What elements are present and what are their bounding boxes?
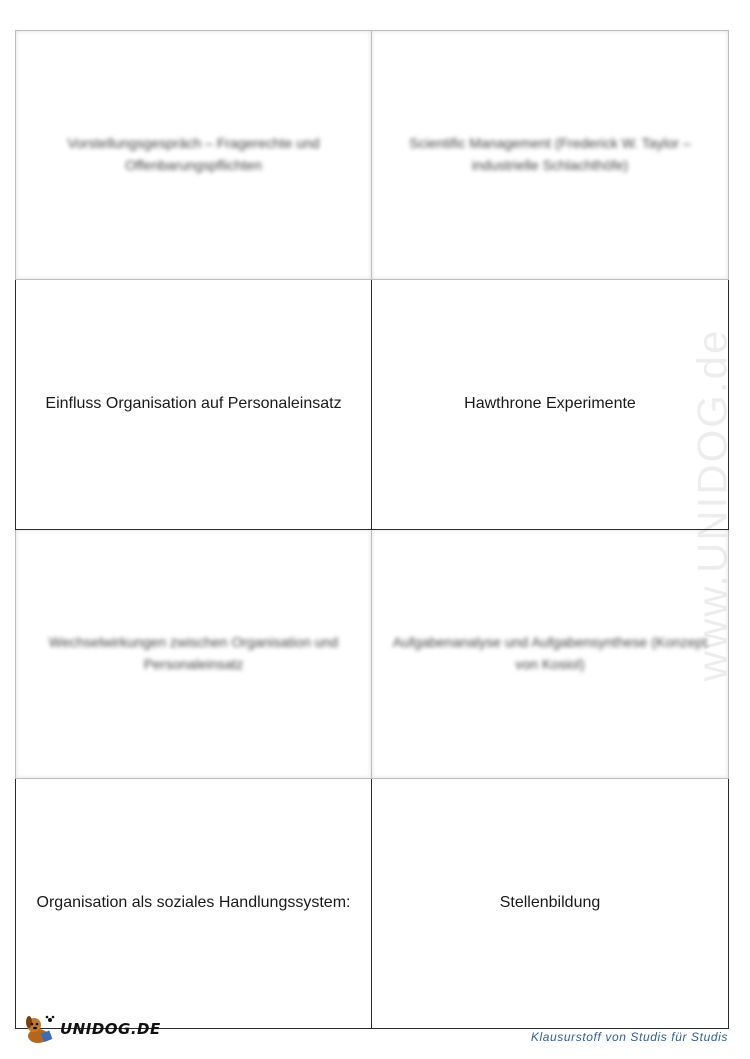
footer-claim: Klausurstoff von Studis für Studis xyxy=(530,1030,728,1044)
flashcard-front xyxy=(372,30,729,280)
logo-text: UNIDOG.DE xyxy=(60,1020,161,1038)
unidog-logo[interactable] xyxy=(22,1012,161,1046)
flashcard-front xyxy=(15,30,372,280)
watermark-text: www.UNIDOG.de xyxy=(688,328,736,682)
flashcard-text: Einfluss Organisation auf Personaleinsatz xyxy=(45,394,342,412)
flashcard-front xyxy=(15,779,372,1029)
flashcard-front xyxy=(372,530,729,780)
dog-mascot-icon xyxy=(22,1012,56,1046)
flashcard-text: Aufgabenanalyse und Aufgabensynthese (Konzept von Kosiol) xyxy=(392,634,708,672)
flashcard-text: Vorstellungsgespräch – Fragerechte und Offenbarungspflichten xyxy=(67,135,320,173)
flashcard-front xyxy=(372,280,729,530)
flashcard-front xyxy=(15,280,372,530)
flashcard-text: Organisation als soziales Handlungssystem: xyxy=(36,894,351,912)
flashcard-front xyxy=(372,779,729,1029)
flashcard-text: Hawthrone Experimente xyxy=(464,394,636,412)
flashcard-front xyxy=(15,530,372,780)
flashcard-text: Stellenbildung xyxy=(499,894,601,912)
flashcard-grid xyxy=(15,30,729,1029)
flashcard-text: Scientific Management (Frederick W. Taylor – industrielle Schlachthöfe) xyxy=(409,135,691,173)
flashcard-text: Wechselwirkungen zwischen Organisation und Personaleinsatz xyxy=(48,634,339,672)
